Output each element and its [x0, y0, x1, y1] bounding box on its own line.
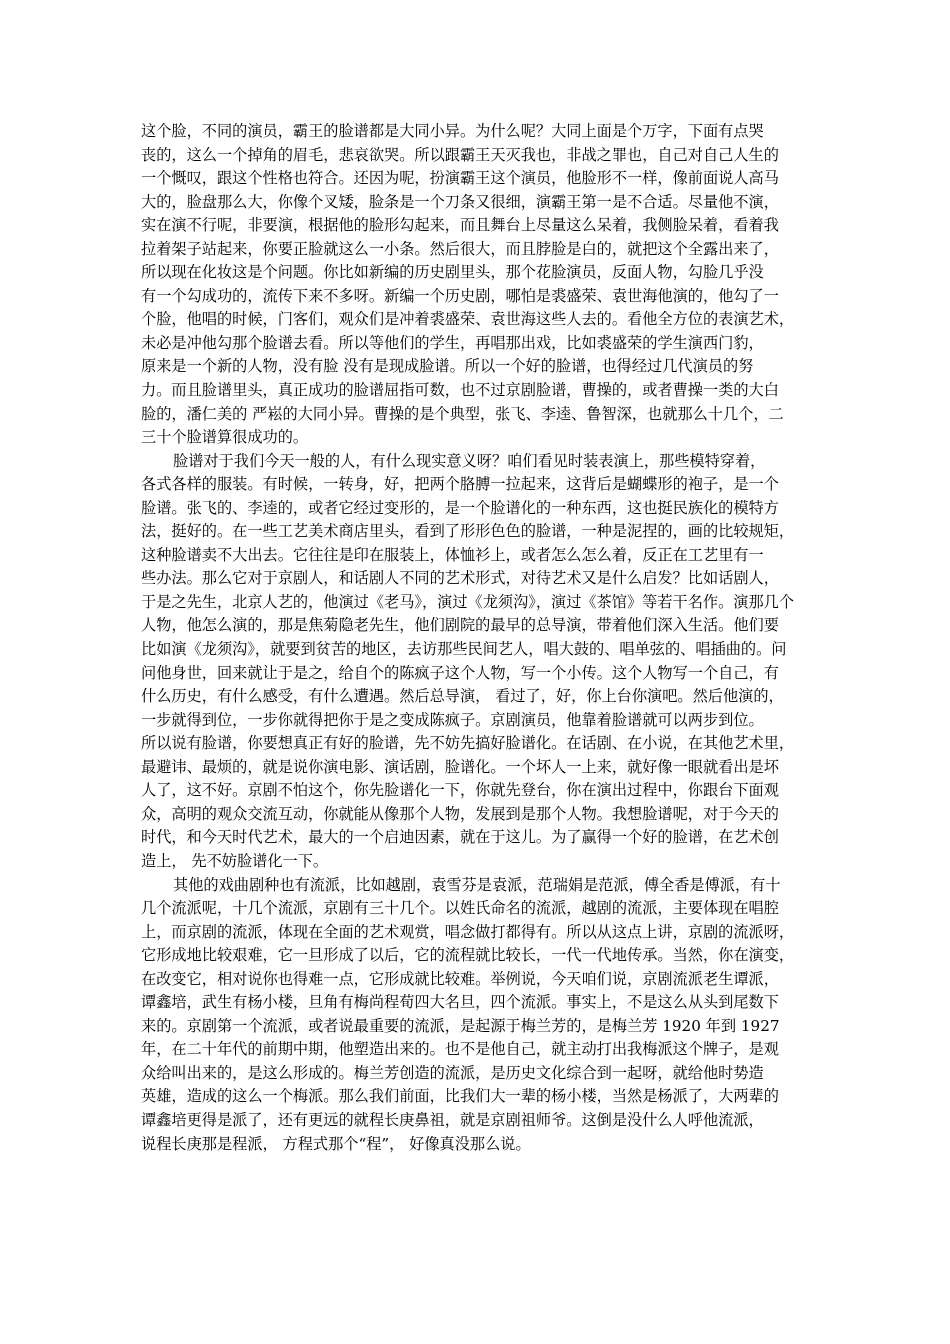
document-body: [141, 120, 811, 1156]
text-line: 谭鑫培，武生有杨小楼，旦角有梅尚程荀四大名旦，四个流派。事实上，不是这么从头到尾数下: [141, 993, 779, 1012]
text-line: 些办法。那么它对于京剧人，和话剧人不同的艺术形式，对待艺术又是什么启发？比如话剧人，: [141, 569, 779, 588]
text-line: 谭鑫培更得是派了，还有更远的就程长庚鼻祖，就是京剧祖师爷。这倒是没什么人呼他流派，: [141, 1110, 764, 1129]
text-line: 三十个脸谱算很成功的。: [141, 428, 309, 447]
text-line: 一步就得到位，一步你就得把你于是之变成陈疯子。京剧演员，他靠着脸谱就可以两步到位。: [141, 710, 764, 729]
text-line: 于是之先生，北京人艺的，他演过《老马》，演过《龙须沟》，演过《茶馆》等若干名作。演那几个: [141, 592, 795, 611]
text-line: 年，在二十年代的前期中期，他塑造出来的。也不是他自己，就主动打出我梅派这个牌子，是观: [141, 1040, 779, 1059]
paragraph: [141, 120, 811, 450]
text-line: 几个流派呢，十几个流派，京剧有三十几个。以姓氏命名的流派，越剧的流派，主要体现在唱腔: [141, 899, 779, 918]
text-line: 未必是冲他勾那个脸谱去看。所以等他们的学生，再唱那出戏，比如裘盛荣的学生演西门豹，: [141, 333, 764, 352]
text-line: 造上， 先不妨脸谱化一下。: [141, 851, 329, 870]
text-line: 问他身世，回来就让于是之，给自个的陈疯子这个人物，写一个小传。这个人物写一个自己，有: [141, 663, 779, 682]
text-line: 这种脸谱卖不大出去。它往往是印在服装上，体恤衫上，或者怎么怎么着，反正在工艺里有一: [141, 545, 764, 564]
text-line: 脸谱对于我们今天一般的人，有什么现实意义呀？咱们看见时装表演上，那些模特穿着，: [173, 451, 766, 470]
text-line: 法，挺好的。在一些工艺美术商店里头，看到了形形色色的脸谱，一种是泥捏的，画的比较规矩，: [141, 522, 795, 541]
text-line: 来的。京剧第一个流派，或者说最重要的流派，是起源于梅兰芳的，是梅兰芳 1920 年到 1927: [141, 1016, 780, 1035]
text-line: 大的，脸盘那么大，你像个叉矮，脸条是一个刀条又很细，演霸王第一是不合适。尽量他不演，: [141, 192, 779, 211]
text-line: 所以现在化妆这是个问题。你比如新编的历史剧里头，那个花脸演员，反面人物，勾脸几乎没: [141, 263, 764, 282]
text-line: 丧的，这么一个掉角的眉毛，悲哀欲哭。所以跟霸王天灭我也，非战之罪也，自己对自己人生的: [141, 145, 779, 164]
text-line: 脸的，潘仁美的 严崧的大同小异。曹操的是个典型，张飞、李逵、鲁智深，也就那么十几个，二: [141, 404, 784, 423]
text-line: 拉着架子站起来，你要正脸就这么一小条。然后很大，而且脖脸是白的，就把这个全露出来了，: [141, 239, 779, 258]
paragraph: [141, 450, 811, 874]
text-line: 说程长庚那是程派， 方程式那个“程”， 好像真没那么说。: [141, 1134, 531, 1153]
text-line: 其他的戏曲剧种也有流派，比如越剧，袁雪芬是袁派，范瑞娟是范派，傅全香是傅派，有十: [173, 875, 781, 894]
text-line: 在改变它，相对说你也得难一点，它形成就比较难。举例说，今天咱们说，京剧流派老生谭派，: [141, 969, 779, 988]
text-line: 有一个勾成功的，流传下来不多呀。新编一个历史剧，哪怕是裘盛荣、袁世海他演的，他勾了一: [141, 286, 779, 305]
text-line: 原来是一个新的人物，没有脸 没有是现成脸谱。所以一个好的脸谱，也得经过几代演员的努: [141, 357, 754, 376]
text-line: 这个脸，不同的演员，霸王的脸谱都是大同小异。为什么呢？大同上面是个万字，下面有点哭: [141, 122, 764, 140]
text-line: 所以说有脸谱，你要想真正有好的脸谱，先不妨先搞好脸谱化。在话剧、在小说，在其他艺术里，: [141, 734, 795, 753]
paragraph: [141, 874, 811, 1157]
text-line: 一个慨叹，跟这个性格也符合。还因为呢，扮演霸王这个演员，他脸形不一样，像前面说人高马: [141, 169, 779, 188]
text-line: 它形成地比较艰难，它一旦形成了以后，它的流程就比较长，一代一代地传承。当然，你在演变，: [141, 946, 795, 965]
text-line: 上，而京剧的流派，体现在全面的艺术观赏，唱念做打都得有。所以从这点上讲，京剧的流派呀，: [141, 922, 795, 941]
text-line: 人了，这不好。京剧不怕这个，你先脸谱化一下，你就先登台，你在演出过程中，你跟台下面观: [141, 781, 779, 800]
text-line: 众给叫出来的，是这么形成的。梅兰芳创造的流派，是历史文化综合到一起呀，就给他时势造: [141, 1063, 764, 1082]
text-line: 最避讳、最烦的，就是说你演电影、演话剧，脸谱化。一个坏人一上来，就好像一眼就看出是坏: [141, 757, 779, 776]
text-line: 力。而且脸谱里头，真正成功的脸谱屈指可数，也不过京剧脸谱，曹操的，或者曹操一类的大白: [141, 381, 779, 400]
text-line: 脸谱。张飞的、李逵的，或者它经过变形的，是一个脸谱化的一种东西，这也挺民族化的模特方: [141, 498, 779, 517]
text-line: 英雄，造成的这么一个梅派。那么我们前面，比我们大一辈的杨小楼，当然是杨派了，大两辈的: [141, 1087, 779, 1106]
text-line: 比如演《龙须沟》，就要到贫苦的地区，去访那些民间艺人，唱大鼓的、唱单弦的、唱插曲的。问: [141, 640, 787, 659]
text-line: 实在演不行呢，非要演，根据他的脸形勾起来，而且舞台上尽量这么呆着，我侧脸呆着，看着我: [141, 216, 779, 235]
text-line: 众，高明的观众交流互动，你就能从像那个人物，发展到是那个人物。我想脸谱呢，对于今天的: [141, 804, 779, 823]
text-line: 人物，他怎么演的，那是焦菊隐老先生，他们剧院的最早的总导演，带着他们深入生活。他们要: [141, 616, 779, 635]
text-line: 各式各样的服装。有时候，一转身，好，把两个胳膊一拉起来，这背后是蝴蝶形的袍子，是一个: [141, 475, 779, 494]
text-line: 什么历史，有什么感受，有什么遭遇。然后总导演， 看过了，好，你上台你演吧。然后他演的，: [141, 687, 784, 706]
text-line: 时代，和今天时代艺术，最大的一个启迪因素，就在于这儿。为了赢得一个好的脸谱，在艺术创: [141, 828, 779, 847]
text-line: 个脸，他唱的时候，门客们，观众们是冲着裘盛荣、袁世海这些人去的。看他全方位的表演艺术，: [141, 310, 795, 329]
